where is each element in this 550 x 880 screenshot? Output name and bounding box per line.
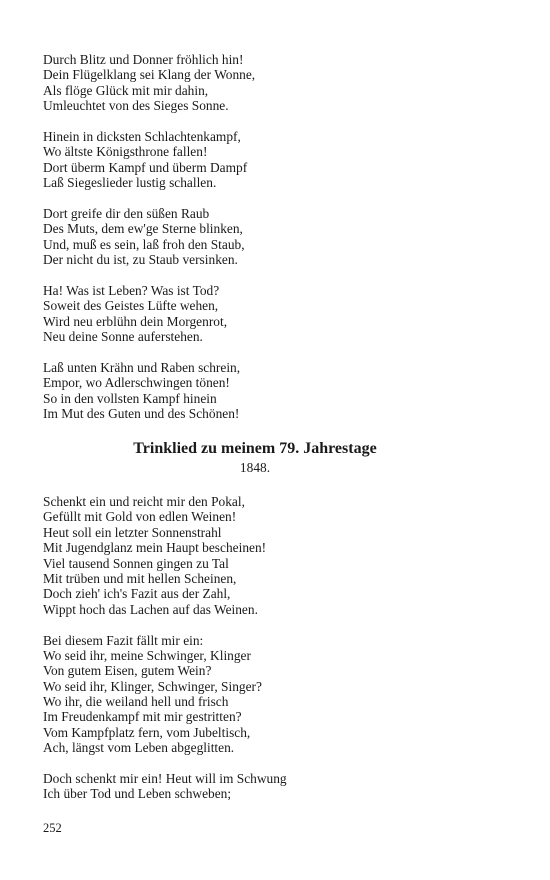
verse-line: Als flöge Glück mit mir dahin, bbox=[43, 82, 209, 98]
verse-line: Dort greife dir den süßen Raub bbox=[43, 205, 210, 221]
verse-line: Ach, längst vom Leben abgeglitten. bbox=[43, 740, 235, 756]
stanza bbox=[43, 283, 513, 345]
verse-line: Wo seid ihr, Klinger, Schwinger, Singer? bbox=[43, 678, 262, 694]
verse-line: Laß unten Krähn und Raben schrein, bbox=[43, 359, 241, 375]
verse-line: Ich über Tod und Leben schweben; bbox=[43, 786, 232, 802]
verse-line: Wippt hoch das Lachen auf das Weinen. bbox=[43, 601, 258, 617]
verse-line: Bei diesem Fazit fällt mir ein: bbox=[43, 632, 204, 648]
verse-line: Neu deine Sonne auferstehen. bbox=[43, 329, 203, 345]
verse-line: Des Muts, dem ew'ge Sterne blinken, bbox=[43, 221, 243, 237]
verse-line: Gefüllt mit Gold von edlen Weinen! bbox=[43, 509, 237, 525]
verse-line: Ha! Was ist Leben? Was ist Tod? bbox=[43, 282, 220, 298]
verse-line: Doch zieh' ich's Fazit aus der Zahl, bbox=[43, 586, 231, 602]
poem-year: 1848. bbox=[239, 460, 271, 475]
stanza bbox=[43, 129, 513, 191]
verse-line: Umleuchtet von des Sieges Sonne. bbox=[43, 98, 229, 114]
verse-line: Im Mut des Guten und des Schönen! bbox=[43, 405, 240, 421]
stanza bbox=[43, 633, 513, 756]
verse-line: Wo seid ihr, meine Schwinger, Klinger bbox=[43, 647, 251, 663]
verse-line: Wo ältste Königsthrone fallen! bbox=[43, 144, 208, 160]
verse-line: Viel tausend Sonnen gingen zu Tal bbox=[43, 555, 229, 571]
verse-line: Der nicht du ist, zu Staub versinken. bbox=[43, 252, 238, 268]
verse-line: Heut soll ein letzter Sonnenstrahl bbox=[43, 524, 222, 540]
verse-line: Empor, wo Adlerschwingen tönen! bbox=[43, 375, 230, 391]
poem-continuation bbox=[43, 52, 513, 421]
verse-line: Im Freudenkampf mit mir gestritten? bbox=[43, 709, 242, 725]
verse-line: Laß Siegeslieder lustig schallen. bbox=[43, 175, 217, 191]
stanza bbox=[43, 206, 513, 268]
page-number: 252 bbox=[43, 821, 62, 835]
verse-line: Dort überm Kampf und überm Dampf bbox=[43, 159, 248, 175]
verse-line: Vom Kampfplatz fern, vom Jubeltisch, bbox=[43, 724, 251, 740]
verse-line: So in den vollsten Kampf hinein bbox=[43, 390, 217, 406]
verse-line: Wo ihr, die weiland hell und frisch bbox=[43, 694, 229, 710]
verse-line: Mit trüben und mit hellen Scheinen, bbox=[43, 570, 237, 586]
verse-line: Doch schenkt mir ein! Heut will im Schwung bbox=[43, 771, 287, 787]
poem-title: Trinklied zu meinem 79. Jahrestage bbox=[133, 440, 377, 457]
verse-line: Dein Flügelklang sei Klang der Wonne, bbox=[43, 67, 256, 83]
verse-line: Mit Jugendglanz mein Haupt bescheinen! bbox=[43, 540, 267, 556]
poem-body bbox=[43, 494, 513, 802]
stanza bbox=[43, 52, 513, 114]
stanza bbox=[43, 494, 513, 617]
verse-line: Soweit des Geistes Lüfte wehen, bbox=[43, 298, 219, 314]
verse-line: Durch Blitz und Donner fröhlich hin! bbox=[43, 52, 244, 67]
verse-line: Wird neu erblühn dein Morgenrot, bbox=[43, 313, 228, 329]
verse-line: Von gutem Eisen, gutem Wein? bbox=[43, 663, 212, 679]
stanza bbox=[43, 771, 513, 802]
stanza bbox=[43, 360, 513, 422]
verse-line: Hinein in dicksten Schlachtenkampf, bbox=[43, 128, 241, 144]
verse-line: Schenkt ein und reicht mir den Pokal, bbox=[43, 494, 245, 509]
verse-line: Und, muß es sein, laß froh den Staub, bbox=[43, 236, 245, 252]
